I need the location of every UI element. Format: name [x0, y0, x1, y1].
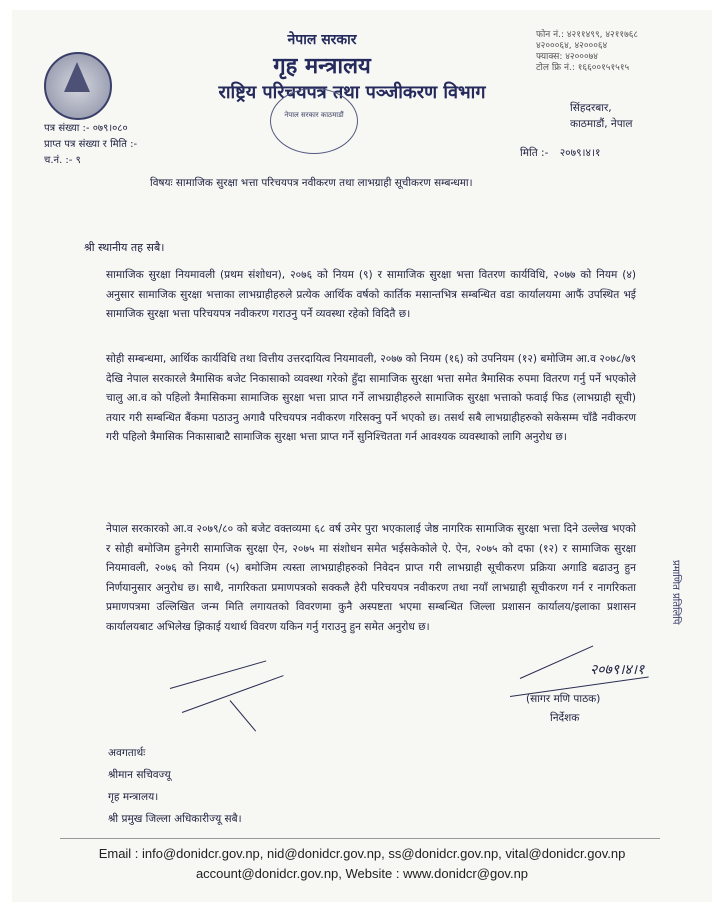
- cc-block: [108, 742, 242, 830]
- date-block: [520, 146, 600, 160]
- office-stamp-icon: [270, 88, 358, 154]
- cc-recipient: श्रीमान सचिवज्यू: [108, 769, 171, 781]
- footer-website: account@donidcr.gov.np, Website : www.donidcr@gov.np: [195, 866, 529, 881]
- stamp-text: नेपाल सरकार काठमाडौं: [284, 111, 344, 119]
- contact-line: फ्याक्स: ४२०००७४: [536, 52, 598, 62]
- header-ministry: गृह मन्त्रालय: [273, 54, 371, 79]
- header-department: राष्ट्रिय परिचयपत्र तथा पञ्जीकरण विभाग: [218, 82, 486, 103]
- subject-line: विषयः सामाजिक सुरक्षा भत्ता परिचयपत्र नवीकरण तथा लाभग्राही सूचीकरण सम्बन्धमा।: [150, 177, 473, 189]
- signature-date: २०७९।४।१: [590, 662, 645, 678]
- received-reference: प्राप्त पत्र संख्या र मिति :-: [44, 139, 138, 150]
- cc-recipient: गृह मन्त्रालय।: [108, 791, 159, 803]
- contact-line: ४२०००६४, ४२०००६४: [536, 41, 608, 51]
- contact-line: टोल फ्रि नं.: १६६००१५१५१५: [536, 63, 630, 73]
- salutation: श्री स्थानीय तह सबै।: [84, 241, 165, 254]
- footer-emails: Email : info@donidcr.gov.np, nid@donidcr.gov.np, ss@donidcr.gov.np, vital@donidcr.gov.np: [98, 846, 626, 861]
- government-emblem-icon: [44, 52, 112, 120]
- body-paragraph: सामाजिक सुरक्षा नियमावली (प्रथम संशोधन), २०७६ को नियम (९) र सामाजिक सुरक्षा भत्ता वितरण कार्यविधि, २०७७ को नियम (४) अनुसार सामाजिक सुरक्षा भत्ताका लाभग्राहीहरुले प्रत्येक आर्थिक वर्षको कार्तिक मसान्तभित्र सम्बन्धित वडा कार्यालयमा आफैं उपस्थित भई सामाजिक सुरक्षा भत्ता परिचयपत्र नवीकरण गराउनु पर्ने व्यवस्था रहेको विदितै छ।: [106, 269, 636, 320]
- address-line: काठमाडौं, नेपाल: [570, 118, 633, 130]
- contact-block: [536, 30, 638, 74]
- contact-line: फोन नं.: ४२११४९९, ४२११७६८: [536, 30, 639, 40]
- reference-block: [44, 121, 137, 169]
- date-label: मिति :-: [520, 147, 549, 159]
- signatory-title: निर्देशक: [550, 712, 580, 724]
- date-value: २०७९।४।१: [559, 147, 601, 159]
- body-paragraph: सोही सम्बन्धमा, आर्थिक कार्यविधि तथा वित्तीय उत्तरदायित्व नियमावली, २०७७ को नियम (१६) को उपनियम (१२) बमोजिम आ.व २०७८/७९ देखि नेपाल सरकारले त्रैमासिक बजेट निकासाको व्यवस्था गरेको हुँदा सामाजिक सुरक्षा भत्ता समेत त्रैमासिक रुपमा वितरण गर्नु पर्ने भएकोले चालु आ.व को पहिलो त्रैमासिकमा सामाजिक सुरक्षा भत्ता प्राप्त गर्ने लाभग्राहीहरुले सामाजिक सुरक्षा भत्ताको फवाई फिड (लाभग्राही सूची) तयार गरी सम्बन्धित बैंकमा पठाउनु अगावै परिचयपत्र नवीकरण गरिसक्नु पर्ने भएको छ। तसर्थ सबै लाभग्राहीहरुको सकेसम्म चाँडै नवीकरण गरी पहिलो त्रैमासिक निकासाबाटै सामाजिक सुरक्षा भत्ता प्राप्त गर्ने सुनिश्चितता गर्न आवश्यक व्यवस्थाको लागि अनुरोध छ।: [106, 353, 636, 443]
- body-paragraph: नेपाल सरकारको आ.व २०७९/८० को बजेट वक्तव्यमा ६८ वर्ष उमेर पुरा भएकालाई जेष्ठ नागरिक सामाजिक सुरक्षा भत्ता दिने उल्लेख भएको र सोही बमोजिम हुनेगरी सामाजिक सुरक्षा ऐन, २०७५ मा संशोधन समेत भईसकेकोले ऐ. ऐन, २०७५ को दफा (१२) र सामाजिक सुरक्षा नियमावली, २०७६ को नियम (५) बमोजिम त्यस्ता लाभग्राहीहरुको निवेदन प्राप्त गरी लाभग्राही सूचीकरण प्रक्रिया अगाडि बढाउनु हुन निर्णयानुसार अनुरोध छ। साथै, नागरिकता प्रमाणपत्रको सक्कलै हेरी परिचयपत्र नवीकरण तथा नयाँ लाभग्राही सूचीकरण गर्न र नागरिकता प्रमाणपत्रमा उल्लिखित जन्म मिति लगायतको विवरणमा कुनै अस्पष्टता भएमा सम्बन्धित जिल्ला प्रशासन कार्यालय/इलाका प्रशासन कार्यालयबाट अभिलेख झिकाई यथार्थ विवरण यकिन गर्नु गराउनु हुन समेत अनुरोध छ।: [106, 523, 636, 633]
- cc-label: अवगतार्थः: [108, 747, 146, 759]
- cc-recipient: श्री प्रमुख जिल्ला अधिकारीज्यू सबै।: [108, 813, 242, 825]
- header-country: नेपाल सरकार: [287, 32, 357, 48]
- footer-divider: [60, 838, 660, 839]
- dispatch-number: च.नं. :- ९: [44, 155, 81, 166]
- letter-number: पत्र संख्या :- ०७९।०८०: [44, 123, 128, 134]
- side-certification-stamp: प्रमाणित प्रतिलिपि: [670, 560, 681, 625]
- address-line: सिंहदरबार,: [570, 102, 612, 114]
- signatory-name: (सागर मणि पाठक): [526, 693, 601, 705]
- address-block: [570, 100, 633, 132]
